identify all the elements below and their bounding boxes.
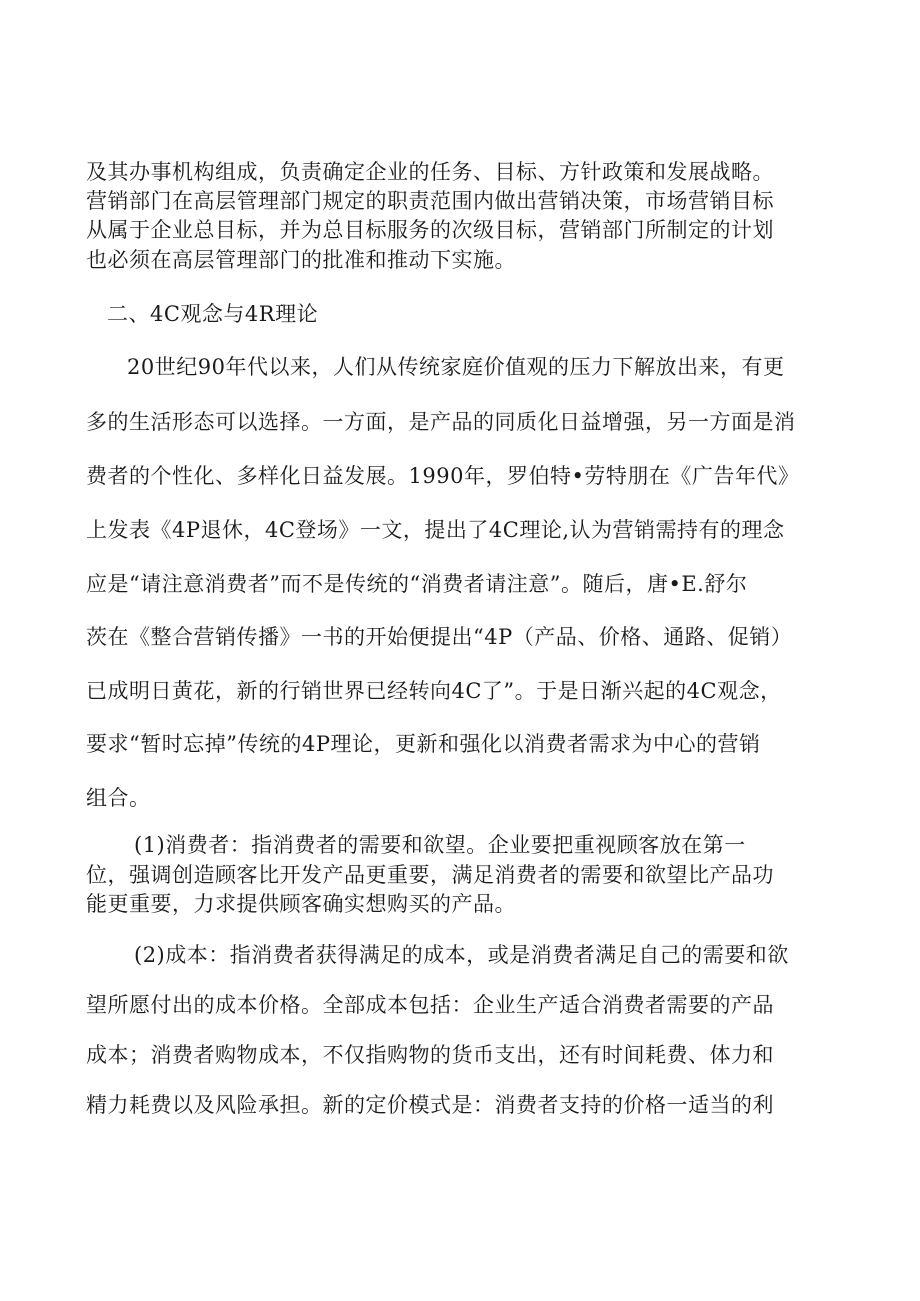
paragraph-line: 及其办事机构组成，负责确定企业的任务、目标、方针政策和发展战略。 [86, 160, 774, 184]
list-item-cost: (2)成本：指消费者获得满足的成本，或是消费者满足自己的需要和欲 [134, 943, 789, 967]
paragraph-line: 位，强调创造顾客比开发产品更重要，满足消费者的需要和欲望比产品功 [86, 863, 774, 887]
paragraph-line: 营销部门在高层管理部门规定的职责范围内做出营销决策，市场营销目标 [86, 189, 774, 213]
paragraph-line: 组合。 [86, 786, 151, 810]
list-item-consumer: (1)消费者：指消费者的需要和欲望。企业要把重视顾客放在第一 [134, 833, 746, 857]
paragraph-line: 已成明日黄花，新的行销世界已经转向4C了”。于是日渐兴起的4C观念， [86, 679, 782, 703]
paragraph-line: 20世纪90年代以来，人们从传统家庭价值观的压力下解放出来，有更 [127, 355, 785, 379]
paragraph-line: 茨在《整合营销传播》一书的开始便提出“4P（产品、价格、通路、促销） [86, 625, 793, 649]
paragraph-line: 上发表《4P退休，4C登场》一文，提出了4C理论,认为营销需持有的理念 [86, 518, 785, 542]
paragraph-line: 费者的个性化、多样化日益发展。1990年，罗伯特•劳特朋在《广告年代》 [86, 464, 800, 488]
paragraph-line: 能更重要，力求提供顾客确实想购买的产品。 [86, 892, 516, 916]
paragraph-line: 多的生活形态可以选择。一方面，是产品的同质化日益增强，另一方面是消 [86, 410, 796, 434]
paragraph-line: 应是“请注意消费者”而不是传统的“消费者请注意”。随后，唐•E.舒尔 [86, 572, 748, 596]
paragraph-line: 从属于企业总目标，并为总目标服务的次级目标，营销部门所制定的计划 [86, 218, 774, 242]
section-heading: 二、4C观念与4R理论 [107, 302, 319, 326]
paragraph-line: 望所愿付出的成本价格。全部成本包括：企业生产适合消费者需要的产品 [86, 993, 774, 1017]
paragraph-line: 要求“暂时忘掉”传统的4P理论，更新和强化以消费者需求为中心的营销 [86, 732, 761, 756]
paragraph-line: 也必须在高层管理部门的批准和推动下实施。 [86, 248, 516, 272]
paragraph-line: 精力耗费以及风险承担。新的定价模式是：消费者支持的价格一适当的利 [86, 1093, 774, 1117]
paragraph-line: 成本；消费者购物成本，不仅指购物的货币支出，还有时间耗费、体力和 [86, 1043, 774, 1067]
